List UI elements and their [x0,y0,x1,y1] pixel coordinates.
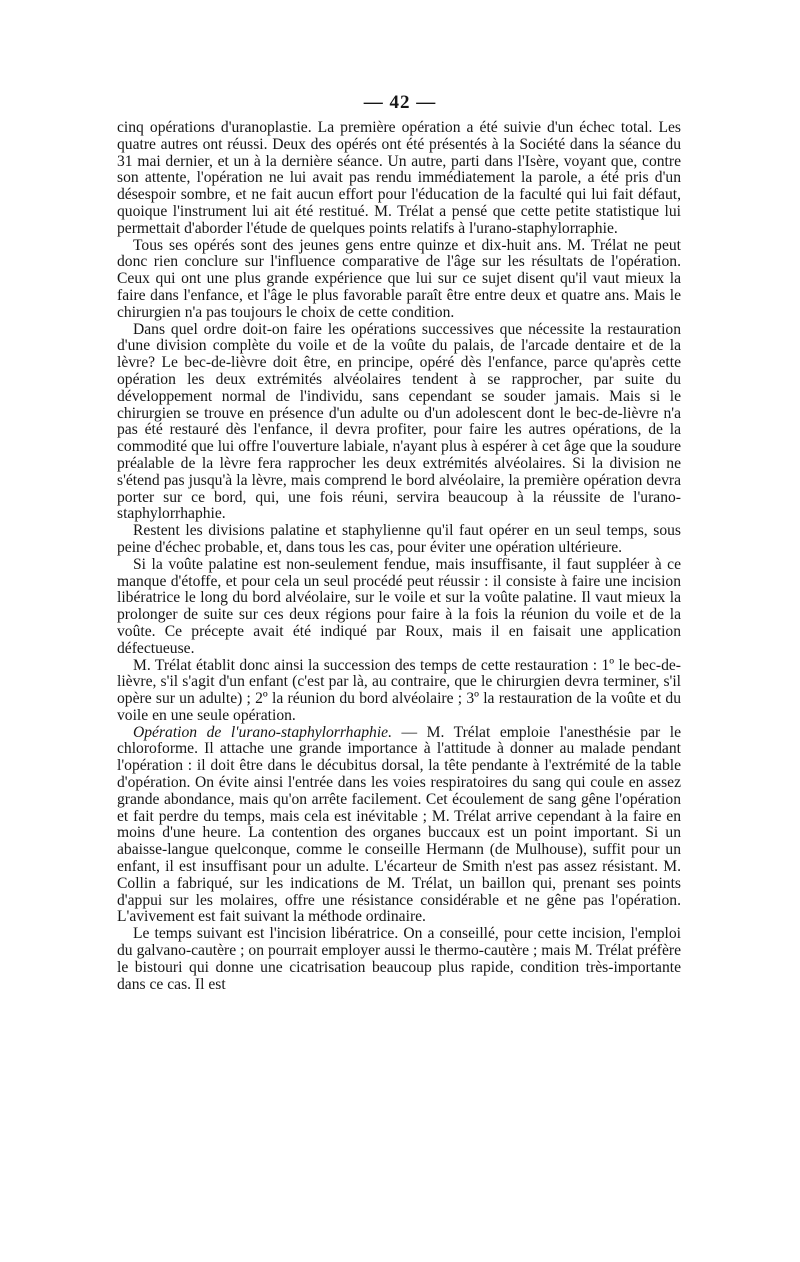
paragraph: M. Trélat établit donc ainsi la succession des temps de cette restauration : 1º le bec-de-lièvre, s'il s'agit d'un enfant (c'est par là, au contraire, que le chirurgien devra terminer, s'il opère sur un adulte) ; 2º la réunion du bord alvéolaire ; 3º la restauration de la voûte et du voile en une seule opération. [117,656,681,724]
paragraph: Dans quel ordre doit-on faire les opérations successives que nécessite la restauration d'une division complète du voile et de la voûte du palais, de l'arcade dentaire et de la lèvre? Le bec-de-lièvre doit être, en principe, opéré dès l'enfance, parce qu'après cette opération les deux extrémités alvéolaires tendent à se rapprocher, par suite du développement normal de l'individu, sans cependant se souder jamais. Mais si le chirurgien se trouve en présence d'un adulte ou d'un adolescent dont le bec-de-lièvre n'a pas été restauré dès l'enfance, il devra profiter, pour faire les autres opérations, de la commodité que lui offre l'ouverture labiale, n'ayant plus à espérer à cet âge que la soudure préalable de la lèvre fera rapprocher les deux extrémités alvéolaires. Si la division ne s'étend pas jusqu'à la lèvre, mais comprend le bord alvéolaire, la première opération devra porter sur ce bord, qui, une fois réuni, servira beaucoup à la réussite de l'urano-staphylorrhaphie. [117,320,681,523]
paragraph: Restent les divisions palatine et staphylienne qu'il faut opérer en un seul temps, sous peine d'échec probable, et, dans tous les cas, pour éviter une opération ultérieure. [117,522,681,556]
paragraph: cinq opérations d'uranoplastie. La première opération a été suivie d'un échec total. Les quatre autres ont réussi. Deux des opérés ont été présentés à la Société dans la séance du 31 mai dernier, et un à la dernière séance. Un autre, parti dans l'Isère, voyant que, contre son attente, l'opération ne lui avait pas rendu immédiatement la parole, a été pris d'un désespoir sombre, et ne fait aucun effort pour l'éducation de la faculté qui lui fait défaut, quoique l'instrument lui ait été restitué. M. Trélat a pensé que cette petite statistique lui permettait d'aborder l'étude de quelques points relatifs à l'urano-staphylorraphie. [117,119,681,237]
paragraph: Le temps suivant est l'incision libératrice. On a conseillé, pour cette incision, l'emploi du galvano-cautère ; on pourrait employer aussi le thermo-cautère ; mais M. Trélat préfère le bistouri qui donne une cicatrisation beaucoup plus rapide, condition très-importante dans ce cas. Il est [117,925,681,993]
body-text [117,120,681,993]
paragraph-text: — M. Trélat emploie l'anesthésie par le chloroforme. Il attache une grande importance à l'attitude à donner au malade pendant l'opération : il doit être dans le décubitus dorsal, la tête pendante à l'extrémité de la table d'opération. On évite ainsi l'entrée dans les voies respiratoires du sang qui coule en assez grande abondance, mais qu'on arrête facilement. Cet écoulement de sang gêne l'opération et fait perdre du temps, mais cela est inévitable ; M. Trélat arrive cependant à la faire en moins d'une heure. La contention des organes buccaux est un point important. Si un abaisse-langue quelconque, comme le conseille Hermann (de Mulhouse), suffit pour un enfant, il est insuffisant pour un adulte. L'écarteur de Smith n'est pas assez résistant. M. Collin a fabriqué, sur les indications de M. Trélat, un baillon qui, prenant ses points d'appui sur les molaires, offre une résistance considérable et ne gêne pas l'opération. L'avivement est fait suivant la méthode ordinaire. [117,723,681,926]
paragraph [117,725,681,927]
page-number: — 42 — [363,92,437,113]
section-heading-italic: Opération de l'urano-staphylorrhaphie. [133,723,393,741]
paragraph: Tous ses opérés sont des jeunes gens entre quinze et dix-huit ans. M. Trélat ne peut donc rien conclure sur l'influence comparative de l'âge sur les résultats de l'opération. Ceux qui ont une plus grande expérience que lui sur ce sujet disent qu'il vaut mieux la faire dans l'enfance, et l'âge le plus favorable paraît être entre deux et quatre ans. Mais le chirurgien n'a pas toujours le choix de cette condition. [117,236,681,321]
paragraph: Si la voûte palatine est non-seulement fendue, mais insuffisante, il faut suppléer à ce manque d'étoffe, et pour cela un seul procédé peut réussir : il consiste à faire une incision libératrice le long du bord alvéolaire, sur le voile et sur la voûte palatine. Il vaut mieux la prolonger de suite sur ces deux régions pour faire à la fois la réunion du voile et de la voûte. Ce précepte avait été indiqué par Roux, mais il en faisait une application défectueuse. [117,555,681,657]
